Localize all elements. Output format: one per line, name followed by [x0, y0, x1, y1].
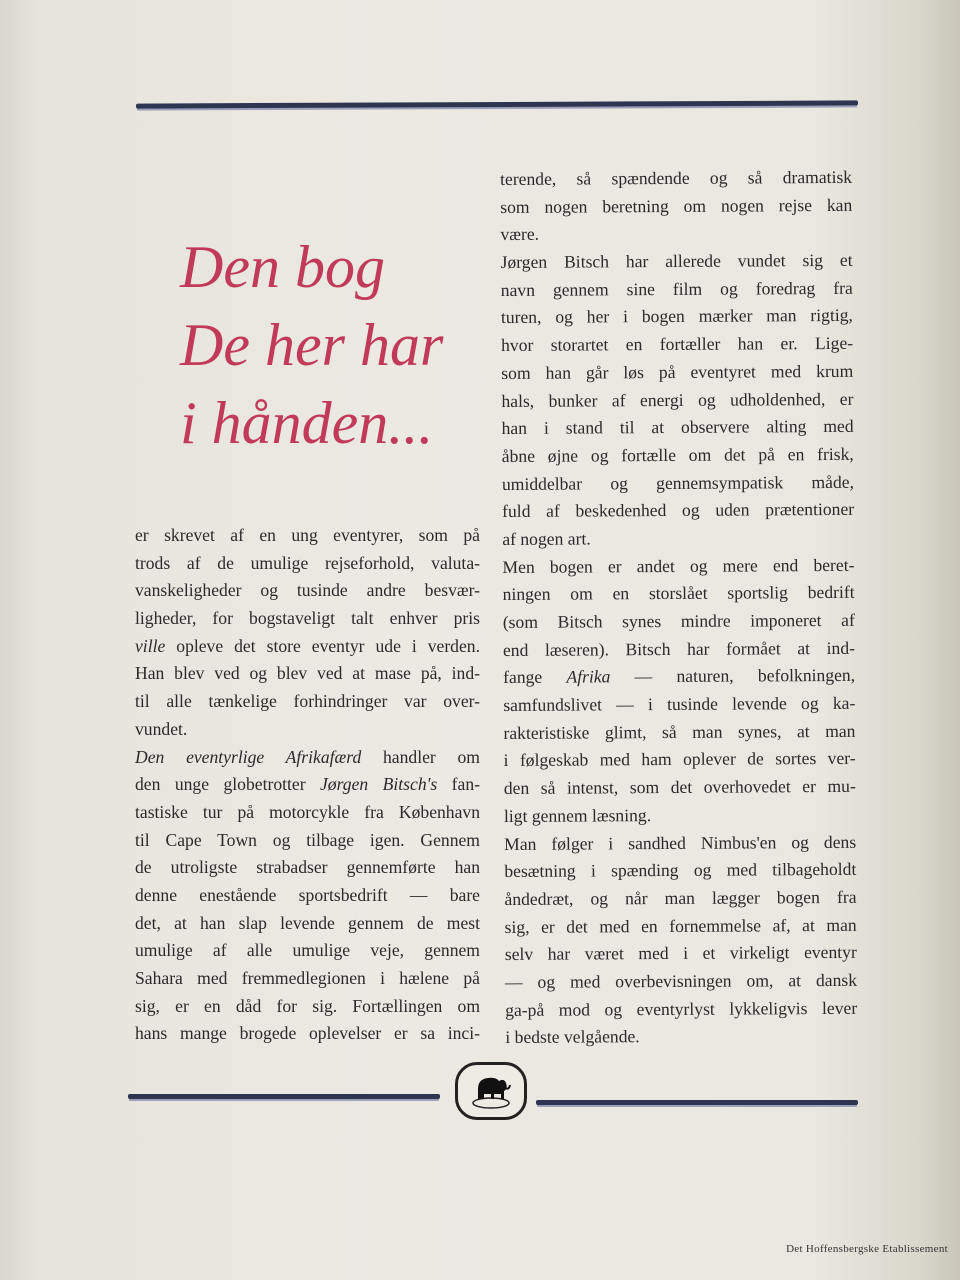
italic-text: Jørgen Bitsch's	[320, 774, 438, 795]
body-text: af nogen art.	[502, 528, 591, 549]
right_column-line	[500, 192, 852, 222]
left_column-line	[135, 744, 480, 772]
body-text: handler om	[361, 746, 480, 767]
right_column-line	[502, 413, 854, 443]
left_column-line	[135, 882, 480, 910]
body-text: (som Bitsch synes mindre imponeret af	[502, 609, 855, 632]
body-text: hvor storartet en fortæller han er. Lige-	[501, 332, 854, 356]
body-text: — og med overbevisningen om, at dansk	[504, 969, 858, 992]
body-text: sig, er det med en fornemmelse af, at man	[504, 914, 857, 937]
printer-imprint: Det Hoffensbergske Etablissement	[786, 1243, 948, 1255]
body-text: ga-på mod og eventyrlyst lykkeligvis lever	[505, 997, 858, 1020]
right-column	[500, 164, 857, 1052]
body-text: åndedræt, og når man lægger bogen fra	[504, 886, 857, 909]
right_column-line	[502, 524, 854, 554]
body-text: til alle tænkelige forhindringer var over-	[135, 691, 480, 712]
body-text: Men bogen er andet og mere end beret-	[502, 554, 855, 577]
headline-line-2: De her har	[180, 312, 444, 378]
body-text: fuld af beskedenhed og uden prætentioner	[502, 499, 855, 522]
left_column-line	[135, 854, 480, 882]
left_column-line	[135, 1020, 480, 1048]
right_column-line	[501, 275, 853, 305]
right_column-line	[504, 801, 856, 831]
body-text: til Cape Town og tilbage igen. Gennem	[135, 829, 480, 850]
left_column-line	[135, 605, 480, 633]
right_column-line	[502, 441, 854, 471]
body-text: fan-	[437, 774, 480, 795]
body-text: denne enestående sportsbedrift — bare	[135, 884, 480, 905]
body-text: terende, så spændende og så dramatisk	[500, 166, 853, 189]
right_column-line	[503, 579, 855, 609]
elephant-icon	[458, 1065, 524, 1117]
left_column-line	[135, 771, 480, 799]
right_column-line	[500, 219, 852, 249]
left_column-line	[135, 799, 480, 827]
body-text: som han går løs på eventyret med krum	[501, 360, 854, 383]
headline-line-1: Den bog	[180, 234, 385, 300]
italic-text: ville	[135, 635, 166, 656]
body-text: åbne øjne og fortælle om det på en frisk,	[501, 443, 854, 466]
body-text: Sahara med fremmedlegionen i hælene på	[135, 968, 480, 988]
left_column-line	[135, 827, 480, 855]
body-text: Han blev ved og blev ved at mase på, ind-	[135, 663, 480, 684]
body-text: end læseren). Bitsch har formået at ind-	[502, 637, 856, 660]
body-text: er skrevet af en ung eventyrer, som på	[135, 525, 480, 545]
body-text: de utroligste strabadser gennemførte han	[135, 857, 480, 878]
body-text: rakteristiske glimt, så man synes, at man	[503, 720, 856, 743]
left_column-line	[135, 993, 480, 1021]
right_column-line	[502, 551, 854, 581]
left_column-line	[135, 550, 480, 578]
right_column-line	[505, 939, 857, 969]
right_column-line	[503, 662, 855, 692]
body-text: han i stand til at observere alting med	[501, 416, 854, 439]
right_column-line	[501, 247, 853, 277]
body-text: sig, er en dåd for sig. Fortællingen om	[135, 995, 480, 1016]
body-text: ligt gennem læsning.	[503, 804, 652, 826]
left_column-line	[135, 633, 480, 661]
body-text: ningen om en storslået sportslig bedrift	[502, 582, 855, 605]
right_column-line	[504, 884, 856, 914]
body-text: — naturen, befolkningen,	[610, 665, 856, 687]
body-text: umiddelbar og gennemsympatisk måde,	[501, 471, 854, 494]
right_column-line	[501, 330, 853, 360]
body-text: umulige af alle umulige veje, gennem	[135, 940, 480, 961]
right_column-line	[504, 773, 856, 803]
body-text: samfundslivet — i tusinde levende og ka-	[503, 692, 856, 716]
body-text: Jørgen Bitsch har allerede vundet sig et	[500, 249, 853, 273]
left-column	[135, 522, 480, 1048]
body-text: hals, bunker af energi og udholdenhed, er	[501, 388, 854, 411]
right_column-line	[505, 967, 857, 997]
body-text: turen, og her i bogen mærker man rigtig,	[500, 305, 853, 328]
body-text: fange	[503, 666, 567, 688]
body-text: opleve det store eventyr ude i verden.	[165, 635, 480, 656]
body-text: i bedste velgående.	[505, 1026, 640, 1048]
left_column-line	[135, 660, 480, 688]
body-text: ligheder, for bogstaveligt talt enhver pris	[135, 608, 480, 629]
body-text: selv har været med i et virkeligt eventyr	[504, 942, 857, 965]
body-text: vanskeligheder og tusinde andre besvær-	[135, 580, 480, 601]
left_column-line	[135, 577, 480, 605]
left_column-line	[135, 910, 480, 938]
body-text: vundet.	[135, 718, 188, 739]
body-text: tastiske tur på motorcykle fra København	[135, 801, 480, 822]
right_column-line	[504, 828, 856, 858]
headline-line-3: i hånden...	[180, 390, 434, 456]
body-text: navn gennem sine film og foredrag fra	[500, 277, 853, 300]
headline	[180, 228, 500, 462]
right_column-line	[501, 358, 853, 388]
right_column-line	[503, 718, 855, 748]
body-text: hans mange brogede oplevelser er sa inci-	[135, 1023, 480, 1044]
left_column-line	[135, 716, 480, 744]
left_column-line	[135, 965, 480, 993]
bottom-rule-right	[536, 1100, 858, 1105]
bottom-rule-left	[128, 1094, 440, 1099]
right_column-line	[504, 856, 856, 886]
right_column-line	[501, 385, 853, 415]
body-text: den så intenst, som det overhovedet er mu-	[503, 775, 856, 799]
right_column-line	[501, 302, 853, 332]
body-text: den unge globetrotter	[135, 774, 320, 795]
body-text: besætning i spænding og med tilbageholdt	[504, 859, 857, 882]
body-text: være.	[500, 224, 540, 245]
top-rule	[136, 100, 858, 108]
left_column-line	[135, 688, 480, 716]
publisher-logo	[455, 1062, 527, 1120]
right_column-line	[503, 607, 855, 637]
right_column-line	[505, 911, 857, 941]
right_column-line	[505, 1022, 857, 1052]
right_column-line	[503, 690, 855, 720]
body-text: i følgeskab med ham oplever de sortes ver-	[503, 748, 856, 771]
right_column-line	[500, 164, 852, 194]
body-text: trods af de umulige rejseforhold, valuta-	[135, 552, 480, 573]
right_column-line	[504, 745, 856, 775]
body-text: som nogen beretning om nogen rejse kan	[500, 194, 853, 217]
body-text: det, at han slap levende gennem de mest	[135, 912, 480, 933]
left_column-line	[135, 937, 480, 965]
right_column-line	[502, 468, 854, 498]
italic-text: Den eventyrlige Afrikafærd	[135, 746, 362, 767]
italic-text: Afrika	[566, 666, 611, 687]
right_column-line	[505, 994, 857, 1024]
right_column-line	[503, 635, 855, 665]
left_column-line	[135, 522, 480, 550]
body-text: Man følger i sandhed Nimbus'en og dens	[504, 831, 857, 854]
right_column-line	[502, 496, 854, 526]
